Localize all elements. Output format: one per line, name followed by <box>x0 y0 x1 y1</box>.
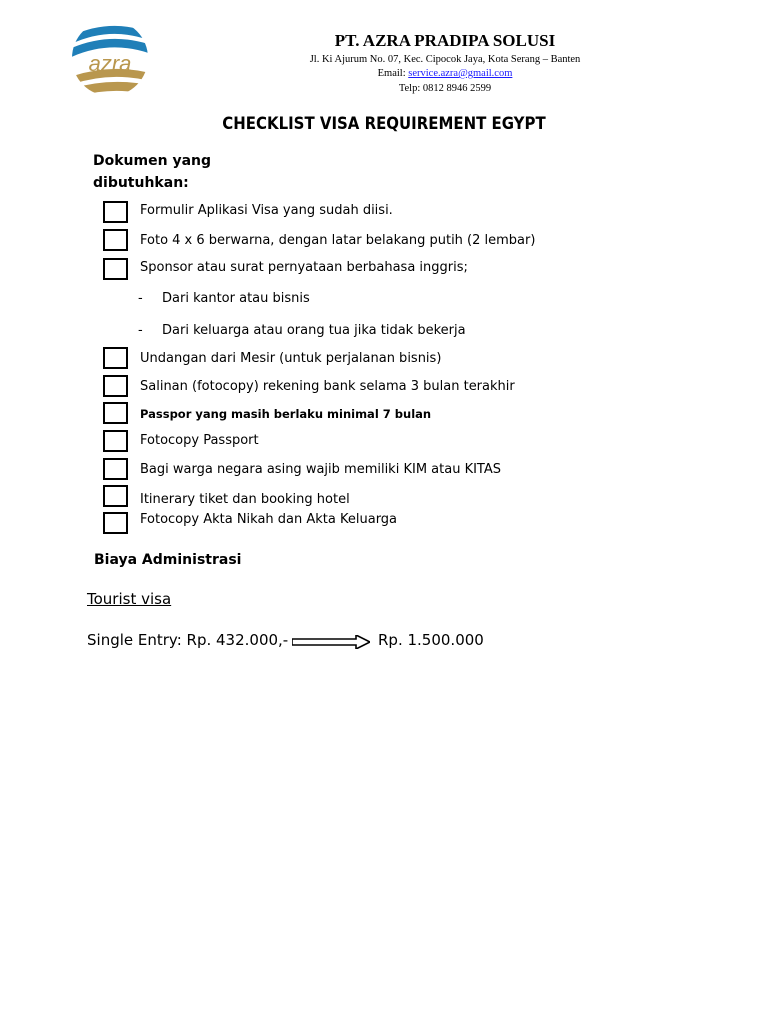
checklist-item-label: Fotocopy Akta Nikah dan Akta Keluarga <box>140 512 398 527</box>
checklist-item-label: Passpor yang masih berlaku minimal 7 bulan <box>140 407 432 421</box>
checklist-item-label: Undangan dari Mesir (untuk perjalanan bisnis) <box>140 351 442 366</box>
company-phone: Telp: 0812 8946 2599 <box>398 83 492 94</box>
entry-price: Single Entry: Rp. 432.000,- <box>87 631 289 649</box>
dash-bullet: - <box>138 291 143 306</box>
dash-bullet: - <box>138 323 143 338</box>
checklist-item-label: Bagi warga negara asing wajib memiliki KIM atau KITAS <box>140 462 502 477</box>
checkbox[interactable] <box>103 458 128 480</box>
sponsor-sub-item <box>138 323 466 338</box>
checkbox[interactable] <box>103 347 128 369</box>
checkbox[interactable] <box>103 375 128 397</box>
checklist-item-label: Formulir Aplikasi Visa yang sudah diisi. <box>140 203 393 218</box>
arrow-right-icon <box>292 635 370 649</box>
documents-heading: Dokumen yang dibutuhkan: <box>93 153 212 191</box>
checklist-item-label: Fotocopy Passport <box>140 433 259 448</box>
document-title: CHECKLIST VISA REQUIREMENT EGYPT <box>222 114 546 134</box>
company-name: PT. AZRA PRADIPA SOLUSI <box>334 31 556 50</box>
checklist-item-label: Sponsor atau surat pernyataan berbahasa inggris; <box>140 260 468 275</box>
visa-type: Tourist visa <box>87 590 172 608</box>
checkbox[interactable] <box>103 512 128 534</box>
checkbox[interactable] <box>103 430 128 452</box>
sub-item-label: Dari kantor atau bisnis <box>162 291 310 306</box>
checkbox[interactable] <box>103 485 128 507</box>
checklist-item-label: Itinerary tiket dan booking hotel <box>140 492 350 507</box>
checkbox[interactable] <box>103 229 128 251</box>
new-price: Rp. 1.500.000 <box>378 631 484 649</box>
company-address: Jl. Ki Ajurum No. 07, Kec. Cipocok Jaya, Kota Serang – Banten <box>309 54 581 65</box>
checkbox[interactable] <box>103 258 128 280</box>
checklist-item-label: Salinan (fotocopy) rekening bank selama 3 bulan terakhir <box>140 379 515 394</box>
fees-heading: Biaya Administrasi <box>94 552 242 568</box>
sub-item-label: Dari keluarga atau orang tua jika tidak bekerja <box>162 323 466 338</box>
checkbox[interactable] <box>103 201 128 223</box>
sponsor-sub-item <box>138 291 310 306</box>
checkbox[interactable] <box>103 402 128 424</box>
logo-text: azra <box>88 51 132 76</box>
checklist-item-label: Foto 4 x 6 berwarna, dengan latar belakang putih (2 lembar) <box>140 233 536 248</box>
email-link[interactable]: service.azra@gmail.com <box>408 68 513 79</box>
company-email-line <box>250 68 640 79</box>
company-logo <box>62 16 158 102</box>
email-label: Email: <box>377 68 409 79</box>
